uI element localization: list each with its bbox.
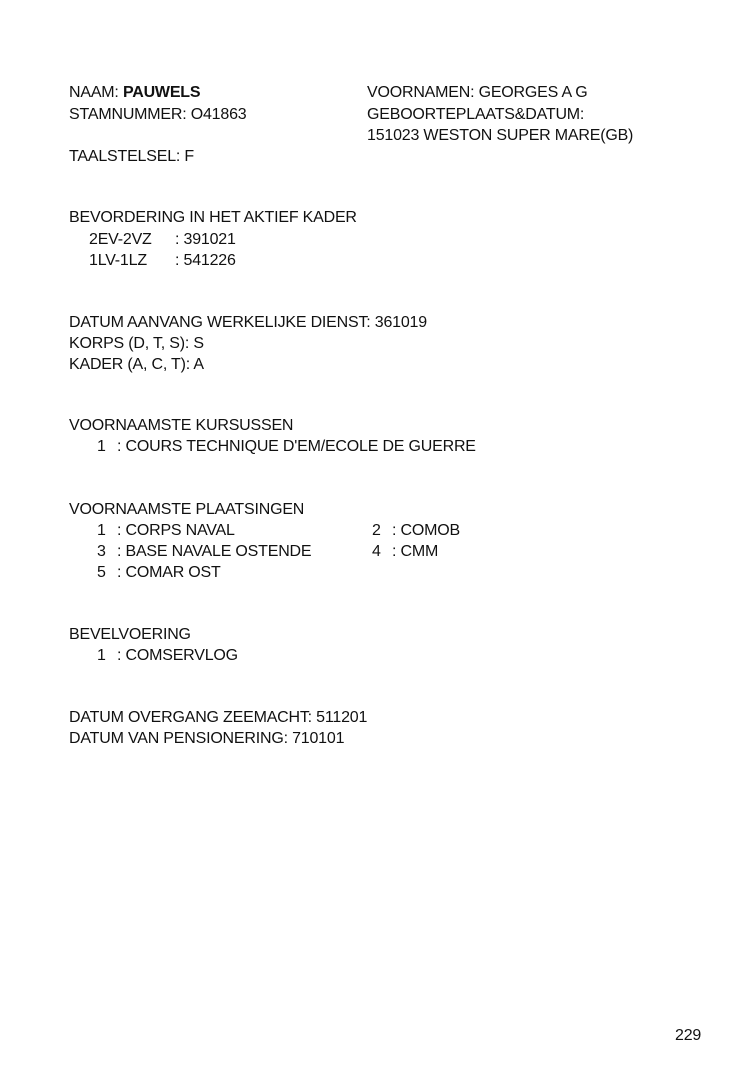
- bevordering-date: : 541226: [175, 252, 236, 269]
- plaatsing-item: [372, 542, 438, 562]
- bevelvoering-title: BEVELVOERING: [69, 626, 191, 643]
- plaatsing-text: : BASE NAVALE OSTENDE: [117, 543, 312, 560]
- plaatsing-item: [97, 542, 311, 562]
- kursus-text: : COURS TECHNIQUE D'EM/ECOLE DE GUERRE: [117, 438, 476, 455]
- stamnummer: STAMNUMMER: O41863: [69, 106, 247, 123]
- aanvang-dienst: DATUM AANVANG WERKELIJKE DIENST: 361019: [69, 314, 427, 331]
- plaatsing-num: 2: [372, 522, 381, 539]
- bevelvoering-num: 1: [97, 647, 106, 664]
- bevordering-item: [89, 230, 236, 250]
- taalstelsel: TAALSTELSEL: F: [69, 148, 194, 165]
- plaatsing-num: 1: [97, 522, 106, 539]
- korps: KORPS (D, T, S): S: [69, 335, 204, 352]
- geboorte-label: GEBOORTEPLAATS&DATUM:: [367, 106, 585, 123]
- kursussen-title: VOORNAAMSTE KURSUSSEN: [69, 417, 294, 434]
- plaatsing-text: : CORPS NAVAL: [117, 522, 235, 539]
- page-number: 229: [675, 1027, 702, 1044]
- bevordering-title: BEVORDERING IN HET AKTIEF KADER: [69, 209, 357, 226]
- kursus-item: [97, 437, 476, 457]
- plaatsingen-title: VOORNAAMSTE PLAATSINGEN: [69, 501, 305, 518]
- naam-line: [69, 83, 200, 103]
- plaatsing-num: 5: [97, 564, 106, 581]
- plaatsing-num: 4: [372, 543, 381, 560]
- voornamen: VOORNAMEN: GEORGES A G: [367, 84, 588, 101]
- plaatsing-item: [97, 563, 221, 583]
- plaatsing-text: : COMAR OST: [117, 564, 221, 581]
- bevelvoering-text: : COMSERVLOG: [117, 647, 238, 664]
- naam-label: NAAM:: [69, 84, 119, 101]
- plaatsing-text: : COMOB: [392, 522, 460, 539]
- plaatsing-text: : CMM: [392, 543, 439, 560]
- bevordering-code: 2EV-2VZ: [89, 231, 152, 248]
- datum-pensionering: DATUM VAN PENSIONERING: 710101: [69, 730, 345, 747]
- kursus-num: 1: [97, 438, 106, 455]
- kader: KADER (A, C, T): A: [69, 356, 204, 373]
- plaatsing-item: [97, 521, 235, 541]
- bevordering-date: : 391021: [175, 231, 236, 248]
- plaatsing-num: 3: [97, 543, 106, 560]
- datum-overgang: DATUM OVERGANG ZEEMACHT: 511201: [69, 709, 368, 726]
- bevelvoering-item: [97, 646, 238, 666]
- plaatsing-item: [372, 521, 460, 541]
- naam-value: PAUWELS: [122, 84, 201, 101]
- bevordering-item: [89, 251, 236, 271]
- geboorte-value: 151023 WESTON SUPER MARE(GB): [367, 127, 634, 144]
- bevordering-code: 1LV-1LZ: [89, 252, 147, 269]
